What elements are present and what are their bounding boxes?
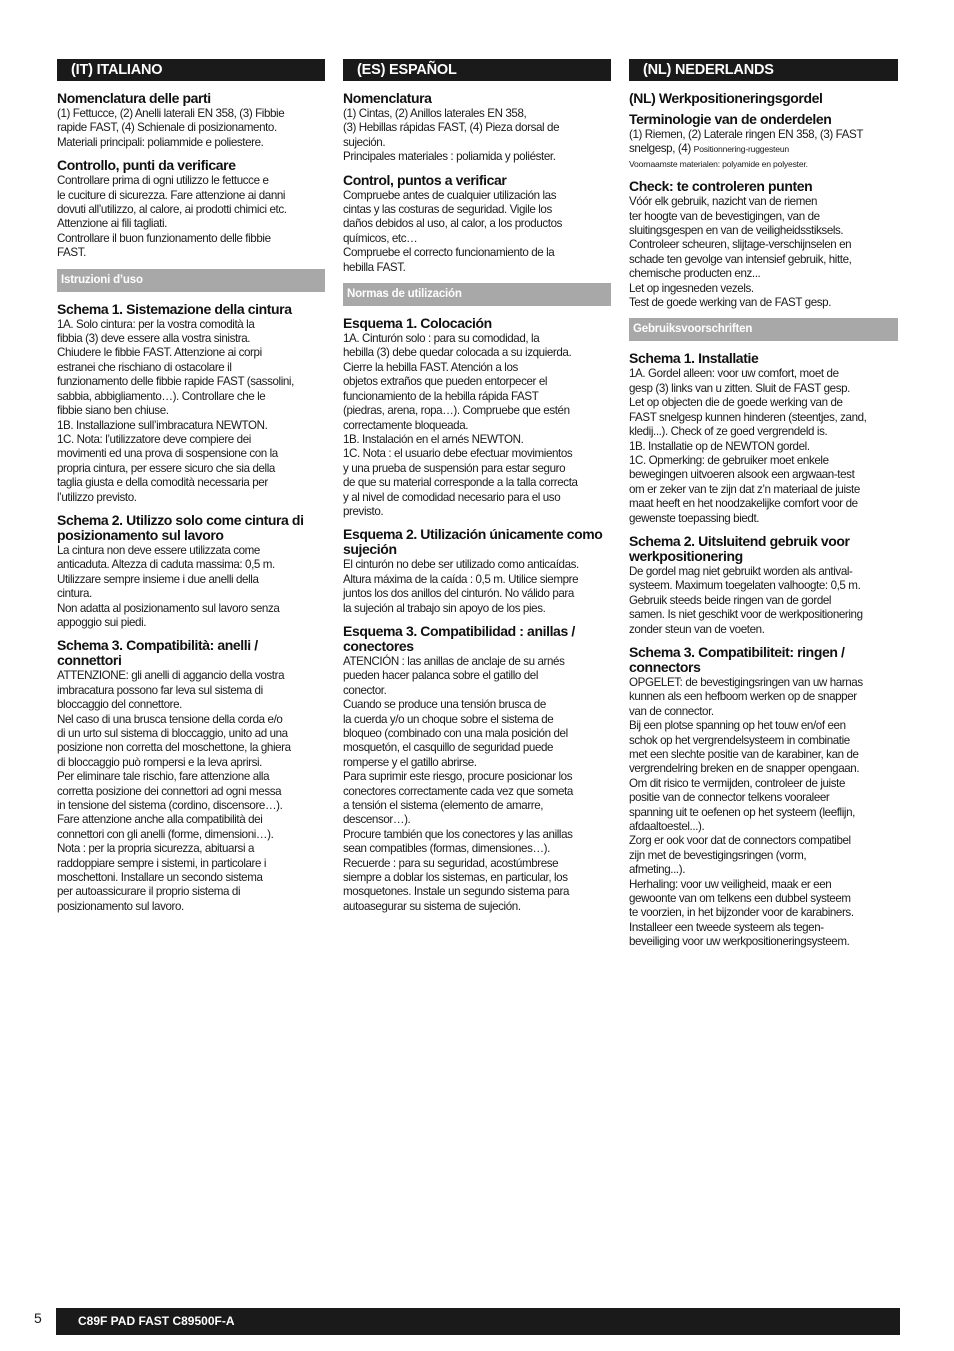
- section-title: Schema 1. Sistemazione della cintura: [57, 300, 292, 317]
- footer-bar: [56, 1308, 900, 1335]
- section-nomenclature: [343, 91, 611, 165]
- section-title: Schema 1. Installatie: [629, 350, 759, 367]
- section-body: La cintura non deve essere utilizzata come anticaduta. Altezza di caduta massima: 0,5 m. Utilizzare sempre insieme i due anelli della cintura. Non adatta al posizionamento sul lavoro senza appoggio sui piedi.: [57, 543, 280, 629]
- section-title: Nomenclatura: [343, 90, 432, 106]
- column-italiano: [57, 59, 325, 922]
- section-schema-2: [343, 527, 611, 616]
- section-body: 1A. Cinturón solo : para su comodidad, la hebilla (3) debe quedar colocada a su izquierda. Cierre la hebilla FAST. Atención a los objetos extraños que pueden entorpecer el funcionamiento de la hebilla rápida FAST (piedras, arena, ropa…). Compruebe que estén correctamente bloqueada. 1B. Instalación en el arnés NEWTON. 1C. Nota : el usuario debe efectuar movimientos y una prueba de suspensión para estar seguro de que su material corresponde a la talla correcta y al nivel de comodidad necesario para el uso previsto.: [343, 332, 578, 518]
- section-body: Compruebe antes de cualquier utilización las cintas y las costuras de seguridad. Vigile los daños debidos al uso, al calor, a los productos químicos, etc… Compruebe el correcto funcionamiento de la hebilla FAST.: [343, 188, 563, 274]
- section-title: Control, puntos a verificar: [343, 171, 507, 188]
- column-espanol: [343, 59, 611, 922]
- section-schema-1: [629, 351, 898, 525]
- section-schema-3: [57, 638, 325, 914]
- section-schema-1: [343, 316, 611, 519]
- section-body: ATTENZIONE: gli anelli di aggancio della vostra imbracatura possono far leva sul sistema di bloccaggio del connettore. Nel caso di una brusca tensione della corda e/o di un urto sul sistema di bloccaggio, unito ad una posizione non corretta del moschettone, la ghiera di bloccaggio può rompersi e la leva aprirsi. Per eliminare tale rischio, fare attenzione alla corretta posizione dei connettori ad ogni messa in tensione del sistema (cordino, discensore…). Fare attenzione anche alla compatibilità dei connettori con gli anelli (forme, dimensioni…). Nota : per la propria sicurezza, abituarsi a raddoppiare sempre i sistemi, in particolare i moschettoni. Installare un secondo sistema per autoassicurare il proprio sistema di posizionamento sul lavoro.: [57, 669, 291, 913]
- section-title: Schema 2. Uitsluitend gebruik voor werkpositionering: [629, 532, 850, 564]
- nomenclature-small-1: Positionnering-ruggesteun: [693, 144, 789, 155]
- nomenclature-text: (1) Riemen, (2) Laterale ringen EN 358, (3) FAST snelgesp, (4): [629, 128, 864, 156]
- nomenclature-small-2: Voornaamste materialen: polyamide en polyester.: [629, 158, 808, 169]
- section-body: (1) Cintas, (2) Anillos laterales EN 358, (3) Hebillas rápidas FAST, (4) Pieza dorsal de sujeción. Principales materiales : poliamida y poliéster.: [343, 107, 560, 164]
- section-body: OPGELET: de bevestigingsringen van uw harnas kunnen als een hefboom werken op de snapper van de connector. Bij een plotse spanning op het touw en/of een schok op het vergrendelsysteem in combinatie met een slechte positie van de karabiner, kan de vergrendelring breken en de snapper opengaan. Om dit risico te vermijden, controleer de juiste positie van de connector telkens vooraleer spanning uit te oefenen op het systeem (leeflijn, afdaaltoestel...). Zorg er ook voor dat de connectors compatibel zijn met de bevestigingsringen (vorm, afmeting...). Herhaling: voor uw veiligheid, maak er een gewoonte van om telkens een dubbel systeem te voorzien, in het bijzonder voor de karabiners. Installeer een tweede systeem als tegen- beveiliging voor uw werkpositioneringsysteem.: [629, 675, 863, 949]
- section-title: Schema 3. Compatibiliteit: ringen / connectors: [629, 643, 845, 675]
- section-schema-1: [57, 302, 325, 505]
- document-code: C89F PAD FAST C89500F-A: [78, 1314, 235, 1328]
- instructions-header: Istruzioni d’uso: [57, 269, 325, 292]
- section-check: [57, 158, 325, 260]
- language-header: (IT) ITALIANO: [57, 59, 325, 81]
- product-title: (NL) Werkpositioneringsgordel: [629, 90, 823, 106]
- section-schema-2: [57, 513, 325, 630]
- section-schema-3: [629, 645, 898, 950]
- section-title: Esquema 3. Compatibilidad : anillas / conectores: [343, 622, 575, 654]
- section-body: Vóór elk gebruik, nazicht van de riemen ter hoogte van de bevestigingen, van de sluitingsgespen en van de veiligheidsstiksels. Controleer scheuren, slijtage-verschijnselen en schade ten gevolge van intensief gebruik, hitte, chemische producten enz... Let op ingesneden vezels. Test de goede werking van de FAST gesp.: [629, 195, 852, 310]
- instructions-header: Gebruiksvoorschriften: [629, 318, 898, 341]
- section-body: 1A. Solo cintura: per la vostra comodità la fibbia (3) deve essere alla vostra sinistra. Chiudere le fibbie FAST. Attenzione ai corpi estranei che rischiano di ostacolare il funzionamento delle fibbie rapide FAST (sassolini, sabbia, abbigliamento…). Controllare che le fibbie siano ben chiuse. 1B. Installazione sull’imbracatura NEWTON. 1C. Nota: l’utilizzatore deve compiere dei movimenti ed una prova di sospensione con la propria cintura, per essere sicuro che sia della taglia giusta e della comodità necessaria per l’utilizzo previsto.: [57, 317, 294, 504]
- section-title: Schema 3. Compatibilità: anelli / connettori: [57, 637, 258, 669]
- section-schema-2: [629, 534, 898, 637]
- section-body: Controllare prima di ogni utilizzo le fettucce e le cuciture di sicurezza. Fare attenzione ai danni dovuti all’utilizzo, al calore, ai prodotti chimici etc. Attenzione ai fili tagliati. Controllare il buon funzionamento delle fibbie FAST.: [57, 174, 287, 260]
- language-header: (ES) ESPAÑOL: [343, 59, 611, 81]
- page-number: 5: [34, 1310, 42, 1326]
- section-nomenclature: [57, 91, 325, 150]
- section-schema-3: [343, 624, 611, 914]
- section-title: Nomenclatura delle parti: [57, 90, 211, 106]
- section-title: Terminologie van de onderdelen: [629, 111, 832, 127]
- section-body: (1) Fettucce, (2) Anelli laterali EN 358, (3) Fibbie rapide FAST, (4) Schienale di posizionamento. Materiali principali: poliammide e poliestere.: [57, 107, 285, 149]
- section-body: El cinturón no debe ser utilizado como anticaídas. Altura máxima de la caída : 0,5 m. Utilice siempre juntos los dos anillos del cinturón. No válido para la sujeción al trabajo sin apoyo de los pies.: [343, 558, 579, 615]
- section-nomenclature: [629, 112, 898, 171]
- language-header: (NL) NEDERLANDS: [629, 59, 898, 81]
- section-title: Check: te controleren punten: [629, 178, 813, 195]
- section-check: [629, 179, 898, 310]
- section-body: De gordel mag niet gebruikt worden als antival- systeem. Maximum toegelaten valhoogte: 0,5 m. Gebruik steeds beide ringen van de gordel samen. Is niet geschikt voor de werkpositionering zonder steun van de voeten.: [629, 564, 863, 636]
- section-title: Esquema 2. Utilización únicamente como sujeción: [343, 526, 603, 558]
- section-title: Controllo, punti da verificare: [57, 157, 236, 174]
- column-nederlands: [629, 59, 898, 958]
- section-product-name: [629, 91, 898, 106]
- instructions-header: Normas de utilización: [343, 283, 611, 306]
- section-body: 1A. Gordel alleen: voor uw comfort, moet de gesp (3) links van u zitten. Sluit de FAST gesp. Let op objecten die de goede werking van de FAST snelgesp kunnen hinderen (steentjes, zand, kledij...). Check of ze goed vergrendeld is. 1B. Installatie op de NEWTON gordel. 1C. Opmerking: de gebruiker moet enkele bewegingen uitvoeren alsook een argwaan-test om er zeker van te zijn dat z’n materiaal de juiste maat heeft en het noodzakelijke comfort voor de gewenste toepassing biedt.: [629, 367, 867, 525]
- section-title: Schema 2. Utilizzo solo come cintura di posizionamento sul lavoro: [57, 511, 304, 543]
- section-body: ATENCIÓN : las anillas de anclaje de su arnés pueden hacer palanca sobre el gatillo del conector. Cuando se produce una tensión brusca de la cuerda y/o un choque sobre el sistema de bloqueo (combinado con una mala posición del mosquetón, el casquillo de seguridad puede romperse y el gatillo abrirse. Para suprimir este riesgo, procure posicionar los conectores correctamente cada vez que someta a tensión el sistema (elemento de amarre, descensor…). Procure también que los conectores y las anillas sean compatibles (formas, dimensiones…). Recuerde : para su seguridad, acostúmbrese siempre a doblar los sistemas, en particular, los mosquetones. Instale un segundo sistema para autoasegurar su sistema de sujeción.: [343, 654, 573, 913]
- section-check: [343, 173, 611, 275]
- section-body: [629, 128, 898, 171]
- section-title: Esquema 1. Colocación: [343, 315, 492, 332]
